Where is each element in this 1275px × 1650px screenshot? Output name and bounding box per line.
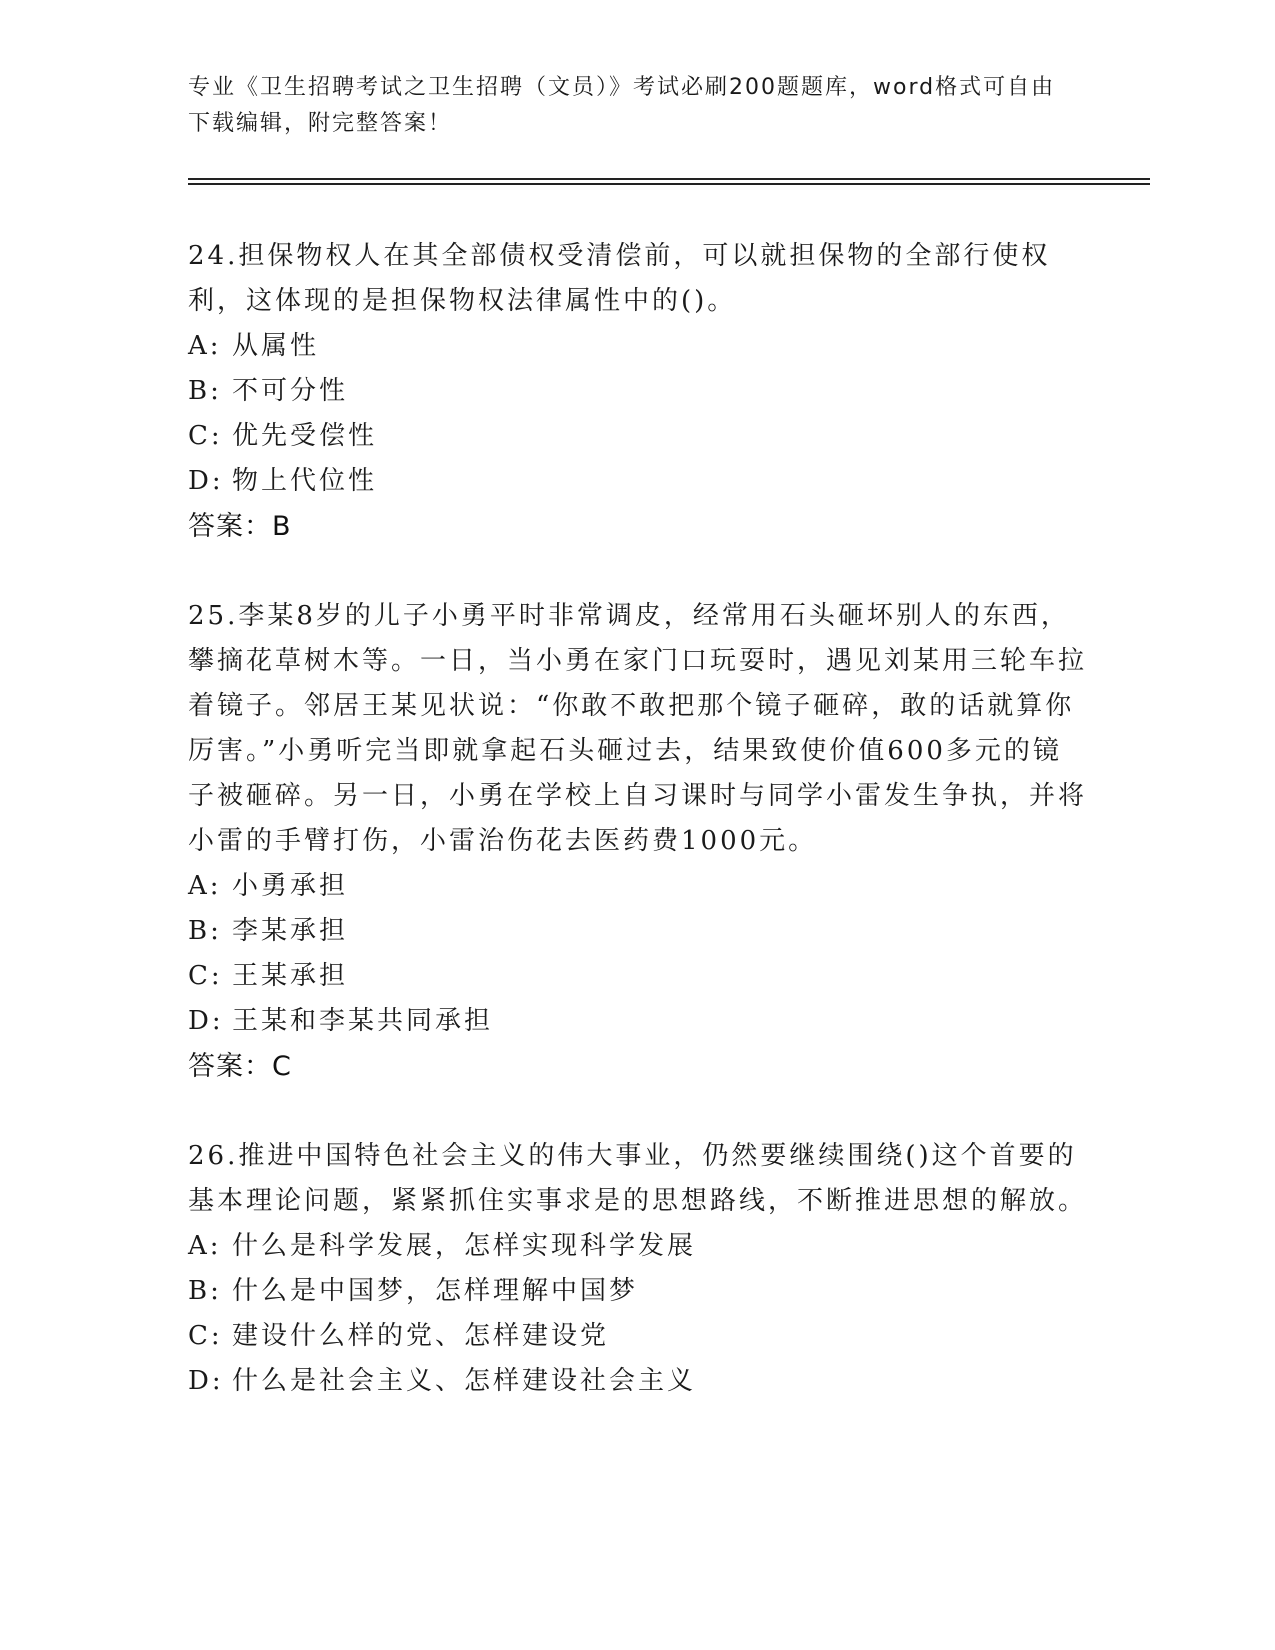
answer-label: 答案：C (188, 1051, 292, 1082)
question-stem: 26.推进中国特色社会主义的伟大事业，仍然要继续围绕()这个首要的基本理论问题，紧紧抓住实事求是的思想路线，不断推进思想的解放。 (188, 1141, 1088, 1216)
option-key: D: (188, 466, 224, 496)
option-b (188, 909, 1088, 954)
option-text: 什么是中国梦，怎样理解中国梦 (232, 1276, 639, 1306)
option-a (188, 324, 1088, 369)
option-text: 什么是科学发展，怎样实现科学发展 (232, 1231, 697, 1261)
option-key: D: (188, 1006, 224, 1036)
option-text: 小勇承担 (232, 871, 349, 901)
question-24 (188, 234, 1088, 550)
option-key: C: (188, 961, 223, 991)
option-a (188, 1224, 1088, 1269)
option-key: C: (188, 421, 223, 451)
header-divider-bottom (188, 183, 1150, 185)
question-stem: 24.担保物权人在其全部债权受清偿前，可以就担保物的全部行使权利，这体现的是担保物权法律属性中的()。 (188, 241, 1051, 316)
option-b (188, 369, 1088, 414)
option-key: A: (188, 1231, 222, 1261)
option-key: A: (188, 331, 222, 361)
option-key: B: (188, 376, 222, 406)
option-d (188, 999, 1088, 1044)
option-text: 不可分性 (232, 376, 349, 406)
option-a (188, 864, 1088, 909)
option-key: B: (188, 916, 222, 946)
option-c (188, 1314, 1088, 1359)
option-key: B: (188, 1276, 222, 1306)
option-b (188, 1269, 1088, 1314)
option-key: D: (188, 1366, 224, 1396)
option-key: C: (188, 1321, 223, 1351)
question-list (188, 234, 1088, 1448)
answer-label: 答案：B (188, 511, 292, 542)
option-d (188, 1359, 1088, 1404)
question-25 (188, 594, 1088, 1090)
option-text: 李某承担 (232, 916, 349, 946)
option-d (188, 459, 1088, 504)
header-divider-top (188, 178, 1150, 180)
option-text: 什么是社会主义、怎样建设社会主义 (232, 1366, 697, 1396)
option-c (188, 954, 1088, 999)
option-text: 建设什么样的党、怎样建设党 (232, 1321, 610, 1351)
option-text: 优先受偿性 (232, 421, 378, 451)
option-c (188, 414, 1088, 459)
option-text: 王某承担 (232, 961, 349, 991)
option-text: 王某和李某共同承担 (232, 1006, 494, 1036)
option-key: A: (188, 871, 222, 901)
option-text: 从属性 (232, 331, 320, 361)
question-stem: 25.李某8岁的儿子小勇平时非常调皮，经常用石头砸坏别人的东西，攀摘花草树木等。一日，当小勇在家门口玩耍时，遇见刘某用三轮车拉着镜子。邻居王某见状说：“你敢不敢把那个镜子砸碎，敢的话就算你厉害。”小勇听完当即就拿起石头砸过去，结果致使价值600多元的镜子被砸碎。另一日，小勇在学校上自习课时与同学小雷发生争执，并将小雷的手臂打伤，小雷治伤花去医药费1000元。 (188, 601, 1088, 856)
option-text: 物上代位性 (232, 466, 378, 496)
document-header: 专业《卫生招聘考试之卫生招聘（文员）》考试必刷200题题库，word格式可自由下载编辑，附完整答案！ (188, 75, 1056, 136)
question-26 (188, 1134, 1088, 1404)
